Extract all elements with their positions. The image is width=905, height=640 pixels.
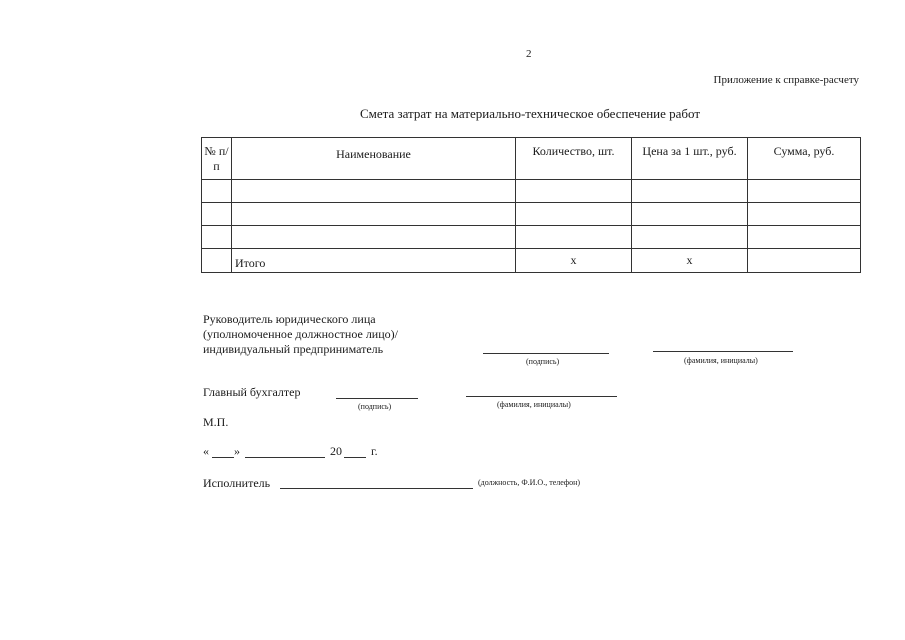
table-cell bbox=[516, 226, 632, 249]
table-row bbox=[202, 203, 861, 226]
total-sum-cell bbox=[748, 249, 861, 273]
stamp-label: М.П. bbox=[203, 415, 229, 429]
accountant-signature-line bbox=[336, 398, 418, 399]
head-signature-caption: (подпись) bbox=[526, 357, 560, 366]
accountant-name-caption: (фамилия, инициалы) bbox=[497, 400, 571, 409]
head-label bbox=[203, 312, 398, 357]
table-cell bbox=[748, 180, 861, 203]
date-year-line bbox=[344, 457, 366, 458]
date-open-quote: « bbox=[203, 444, 209, 458]
accountant-signature-caption: (подпись) bbox=[358, 402, 392, 411]
total-label: Итого bbox=[232, 249, 516, 273]
table-cell bbox=[202, 203, 232, 226]
head-name-line bbox=[653, 351, 793, 352]
executor-caption: (должность, Ф.И.О., телефон) bbox=[478, 478, 581, 487]
table-cell bbox=[632, 226, 748, 249]
date-year-suffix: г. bbox=[371, 444, 378, 458]
table-cell bbox=[232, 180, 516, 203]
table-cell bbox=[202, 249, 232, 273]
table-row bbox=[202, 180, 861, 203]
date-year-prefix: 20 bbox=[330, 444, 342, 458]
head-label-line-2: (уполномоченное должностное лицо)/ bbox=[203, 327, 398, 341]
head-label-line-3: индивидуальный предприниматель bbox=[203, 342, 384, 356]
table-cell bbox=[516, 203, 632, 226]
estimate-table bbox=[201, 137, 861, 273]
table-cell bbox=[202, 180, 232, 203]
page-number: 2 bbox=[526, 48, 532, 60]
accountant-name-line bbox=[466, 396, 617, 397]
table-cell bbox=[232, 226, 516, 249]
header-price: Цена за 1 шт., руб. bbox=[632, 138, 748, 180]
table-cell bbox=[632, 203, 748, 226]
date-close-quote: » bbox=[234, 444, 240, 458]
total-price-mark: x bbox=[632, 249, 748, 273]
table-cell bbox=[232, 203, 516, 226]
head-label-line-1: Руководитель юридического лица bbox=[203, 312, 376, 326]
table-cell bbox=[748, 226, 861, 249]
date-day-line bbox=[212, 457, 234, 458]
table-cell bbox=[632, 180, 748, 203]
header-sum: Сумма, руб. bbox=[748, 138, 861, 180]
table-cell bbox=[202, 226, 232, 249]
header-number: № п/п bbox=[202, 138, 232, 180]
table-cell bbox=[748, 203, 861, 226]
head-name-caption: (фамилия, инициалы) bbox=[684, 356, 758, 365]
table-header-row bbox=[202, 138, 861, 180]
executor-label: Исполнитель bbox=[203, 476, 271, 490]
table-row bbox=[202, 226, 861, 249]
total-quantity-mark: x bbox=[516, 249, 632, 273]
head-signature-line bbox=[483, 353, 609, 354]
accountant-label: Главный бухгалтер bbox=[203, 385, 301, 399]
document-title: Смета затрат на материально-техническое обеспечение работ bbox=[359, 106, 701, 121]
total-row bbox=[202, 249, 861, 273]
header-quantity: Количество, шт. bbox=[516, 138, 632, 180]
header-name: Наименование bbox=[232, 138, 516, 180]
table-cell bbox=[516, 180, 632, 203]
executor-line bbox=[280, 488, 473, 489]
appendix-note: Приложение к справке-расчету bbox=[713, 74, 859, 86]
date-month-line bbox=[245, 457, 325, 458]
